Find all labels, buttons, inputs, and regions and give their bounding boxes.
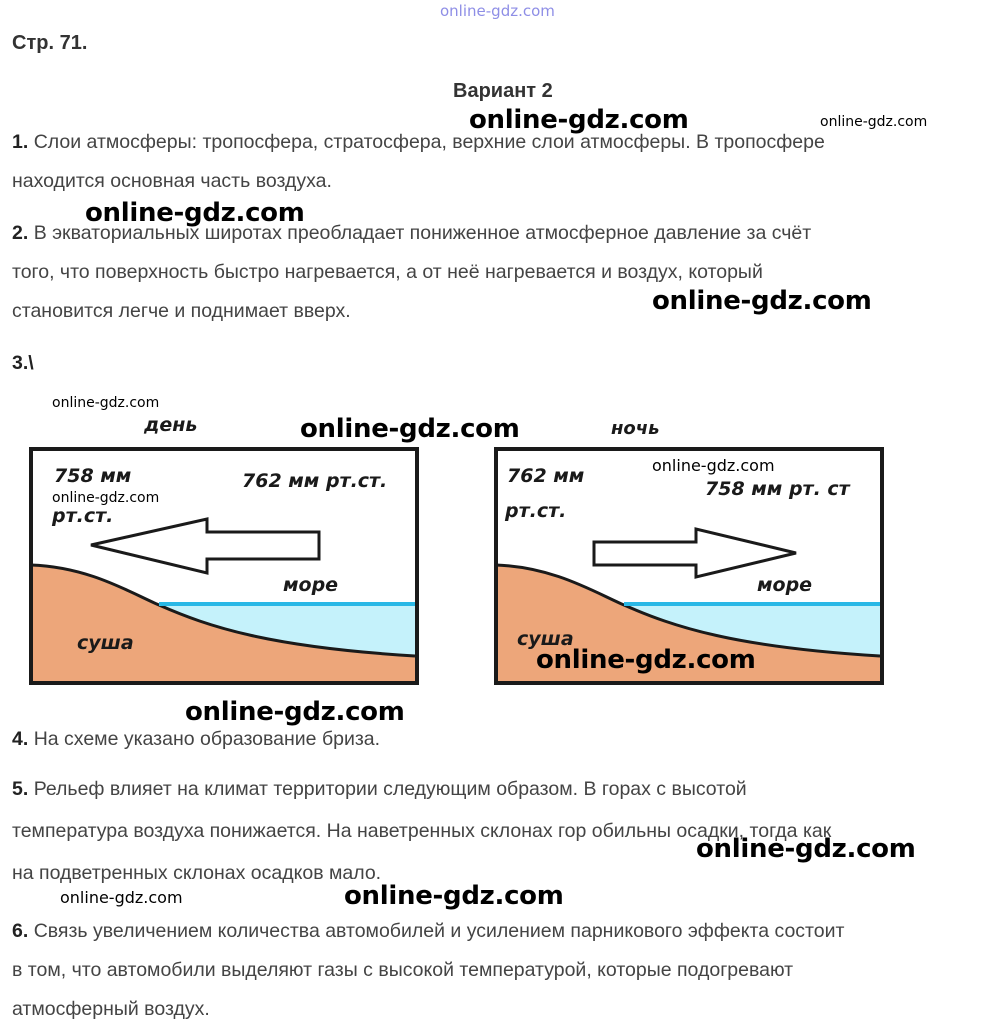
answer-6-line-2: в том, что автомобили выделяют газы с высокой температурой, которые подогревают xyxy=(12,959,794,981)
watermark: online-gdz.com xyxy=(820,114,928,130)
answer-5-line-2: температура воздуха понижается. На наветренных склонах гор обильны осадки, тогда как xyxy=(12,820,832,842)
night-sea-label: море xyxy=(757,574,813,596)
watermark: online-gdz.com xyxy=(696,834,916,864)
watermark: online-gdz.com xyxy=(469,105,689,135)
watermark: online-gdz.com xyxy=(52,395,160,411)
answer-5 xyxy=(12,768,831,894)
night-sea-pressure: 758 мм рт. ст xyxy=(705,478,850,500)
night-title: ночь xyxy=(611,418,660,439)
answer-1-line-2: находится основная часть воздуха. xyxy=(12,170,332,192)
answer-5-number: 5. xyxy=(12,778,29,800)
night-land-pressure: 762 мм xyxy=(507,465,585,487)
watermark: online-gdz.com xyxy=(185,697,405,727)
answer-2-line-3: становится легче и поднимает вверх. xyxy=(12,300,351,322)
answer-2-line-1: 2. В экваториальных широтах преобладает пониженное атмосферное давление за счёт xyxy=(12,222,812,244)
answer-2-number: 2. xyxy=(12,222,29,244)
answer-4-line-1: 4. На схеме указано образование бриза. xyxy=(12,728,381,750)
top-watermark: online-gdz.com xyxy=(440,2,555,20)
watermark: online-gdz.com xyxy=(300,414,520,444)
watermark: online-gdz.com xyxy=(536,645,756,675)
answer-3-number: 3.\ xyxy=(12,352,34,374)
day-sea-label: море xyxy=(283,574,339,596)
answer-4-number: 4. xyxy=(12,728,29,750)
answer-5-line-3: на подветренных склонах осадков мало. xyxy=(12,862,382,884)
answer-2-line-2: того, что поверхность быстро нагревается, а от неё нагревается и воздух, который xyxy=(12,261,763,283)
watermark: online-gdz.com xyxy=(652,286,872,316)
watermark: online-gdz.com xyxy=(652,456,775,475)
watermark: online-gdz.com xyxy=(344,881,564,911)
answer-6-line-3: атмосферный воздух. xyxy=(12,998,210,1020)
watermark: online-gdz.com xyxy=(60,888,183,907)
day-land-pressure: 758 мм xyxy=(54,465,132,487)
day-sea-pressure: 762 мм рт.ст. xyxy=(242,470,388,492)
day-land-pressure-unit: рт.ст. xyxy=(52,505,114,527)
answer-6-number: 6. xyxy=(12,920,29,942)
answer-1 xyxy=(12,123,825,201)
answer-5-line-1: 5. Рельеф влияет на климат территории следующим образом. В горах с высотой xyxy=(12,778,747,800)
night-land-label: суша xyxy=(517,628,574,650)
watermark: online-gdz.com xyxy=(85,198,305,228)
answer-6 xyxy=(12,912,844,1029)
answer-1-line-1: 1. Слои атмосферы: тропосфера, стратосфера, верхние слои атмосферы. В тропосфере xyxy=(12,131,825,153)
night-land-pressure-unit: рт.ст. xyxy=(505,500,567,522)
answer-1-number: 1. xyxy=(12,131,29,153)
variant-title: Вариант 2 xyxy=(453,80,553,102)
day-title: день xyxy=(144,414,198,436)
day-land-label: суша xyxy=(77,632,134,654)
watermark: online-gdz.com xyxy=(52,490,160,506)
page-ref: Стр. 71. xyxy=(12,32,88,54)
answer-6-line-1: 6. Связь увеличением количества автомобилей и усилением парникового эффекта состоит xyxy=(12,920,845,942)
